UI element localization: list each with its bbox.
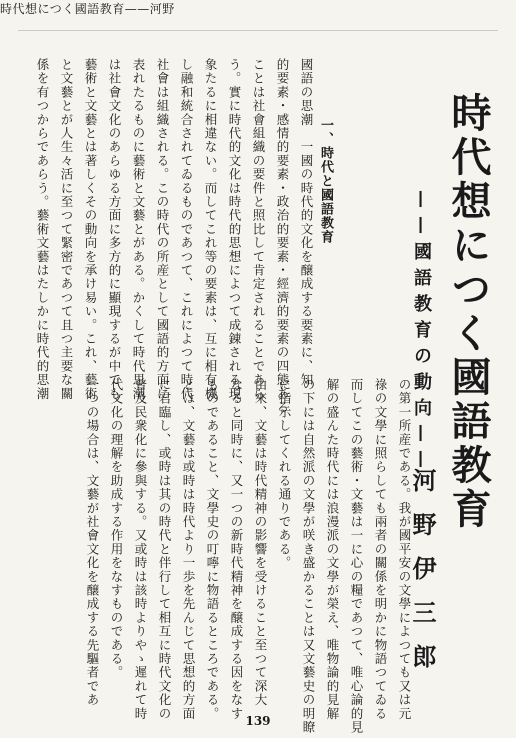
text-line: に指示してくれる通りである。 <box>277 378 292 570</box>
text-line: は社會文化のあらゆる方面に多方的に顯現するが中でも <box>107 58 122 401</box>
page-rule <box>18 30 498 31</box>
author-name: 河野伊三郎 <box>408 468 437 688</box>
text-line: 象たるに相違ない。而してこれ等の要素は、互に相有機 <box>203 58 218 401</box>
text-line: の第一所産である。我が國平安の文學によつても又は元 <box>397 378 412 721</box>
text-line: 表れたるものに藝術と文藝とがある。かくして時代思潮 <box>131 58 146 401</box>
text-line: 代文化の理解を助成する作用をなすものである。 <box>109 378 124 680</box>
text-line: 的要素・感情的要素・政治的要素・經濟的要素の四態ある <box>275 58 290 415</box>
text-line: 係を有つからであらう。藝術文藝はたしかに時代的思潮 <box>35 58 50 401</box>
text-line: 國語の思潮 一國の時代的文化を醸成する要素に、知 <box>299 58 314 387</box>
page-number: 139 <box>245 714 271 728</box>
text-line: 而してこの藝術・文藝は一に心の糧であつて、唯心論的見 <box>349 378 364 735</box>
text-line: 由來、文藝は時代精神の影響を受けること至つて深大 <box>253 378 268 707</box>
text-line: し融和統合されてゐるものであつて、これによつて時代 <box>179 58 194 401</box>
text-line: う。實に時代的文化は時代的思想によつて成錬される現 <box>227 58 242 401</box>
text-line: 藝術と文藝とは著しくその動向を承け易い。これ、藝術 <box>83 58 98 401</box>
text-line: とは、文藝は或時は時代より一歩を先んじて思想的方面 <box>181 378 196 721</box>
page-subtitle: ——國語教育の動向—— <box>411 190 432 476</box>
upper-text-block <box>22 58 312 413</box>
text-line: と文藝とが人生々活に至つて緊密であつて且つ主要な關 <box>59 58 74 401</box>
text-line: ことは社會組織の要件と照比して肯定されることであら <box>251 58 266 401</box>
text-line: なると同時に、又一つの新時代精神を醸成する因をなす <box>229 378 244 721</box>
text-line: 一つの場合は、文藝が社會文化を醸成する先驅者であ <box>85 378 100 707</box>
text-line: ものであること、文學史の叮嚀に物語るところである。 <box>205 378 220 721</box>
text-line: に君臨し、或時は其の時代と伴行して相互に時代文化の <box>157 378 172 721</box>
page-title: 時代想につく國語教育 <box>445 92 492 532</box>
text-line: 普及民衆化に參與する。又或時は該時よりやゝ遲れて時 <box>133 378 148 721</box>
section-heading: 一、時代と國語教育 <box>318 118 333 244</box>
running-head: 時代想につく國語教育——河野 <box>0 2 175 16</box>
text-line: 祿の文學に照らしても兩者の關係を明かに物語つてゐる <box>373 378 388 721</box>
text-line: 社會は組織される。この時代の所産として國語的方面に <box>155 58 170 401</box>
text-line: の下には自然派の文學が咲き盛かることは又文藝史の明瞭 <box>301 378 316 735</box>
text-line: 解の盛んた時代には浪漫派の文學が榮え、唯物論的見解 <box>325 378 340 721</box>
